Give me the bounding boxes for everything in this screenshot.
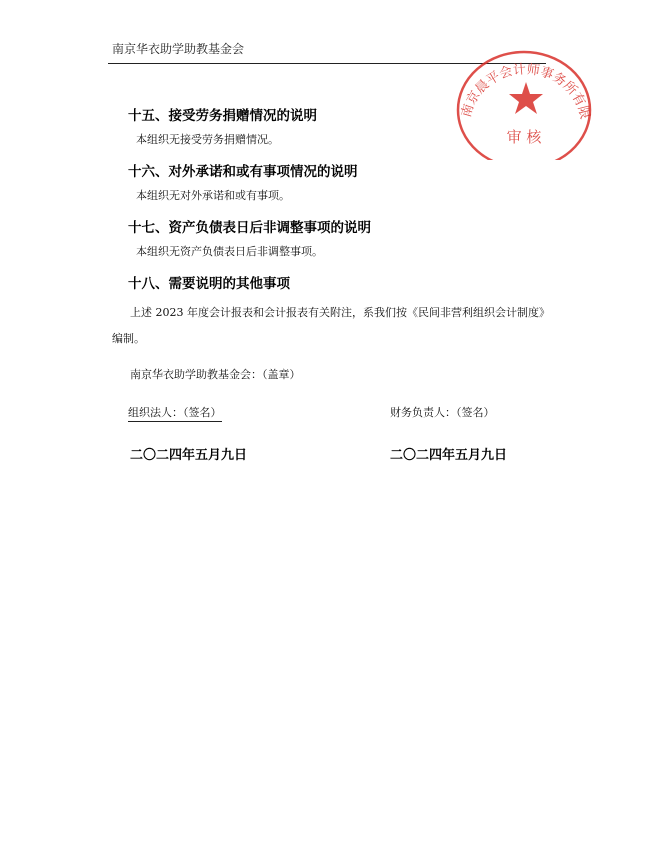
- seal-stamp: [452, 40, 592, 160]
- section-title-17: 十七、资产负债表日后非调整事项的说明: [128, 220, 371, 236]
- seal-graphic: [452, 40, 592, 160]
- legal-rep-signature: 组织法人：（签名）: [128, 404, 222, 422]
- section-text-16: 本组织无对外承诺和或有事项。: [136, 189, 290, 202]
- date-left: 二〇二四年五月九日: [130, 448, 248, 463]
- section-title-16: 十六、对外承诺和或有事项情况的说明: [128, 164, 358, 180]
- date-right: 二〇二四年五月九日: [390, 448, 508, 463]
- section-title-18: 十八、需要说明的其他事项: [128, 276, 290, 292]
- page-header: 南京华衣助学助教基金会: [112, 42, 245, 56]
- section-text-17: 本组织无资产负债表日后非调整事项。: [136, 245, 323, 258]
- finance-head-signature: 财务负责人：（签名）: [390, 406, 495, 419]
- seal-ring-text: 南京晨平会计师事务所有限: [459, 62, 592, 121]
- stamp-line: 南京华衣助学助教基金会：（盖章）: [130, 368, 301, 381]
- section-text-15: 本组织无接受劳务捐赠情况。: [136, 133, 279, 146]
- section-text-18: 上述 2023 年度会计报表和会计报表有关附注，系我们按《民间非营利组织会计制度》编制。: [112, 306, 550, 345]
- section-title-15: 十五、接受劳务捐赠情况的说明: [128, 108, 317, 124]
- seal-center-text: 审 核: [506, 128, 542, 146]
